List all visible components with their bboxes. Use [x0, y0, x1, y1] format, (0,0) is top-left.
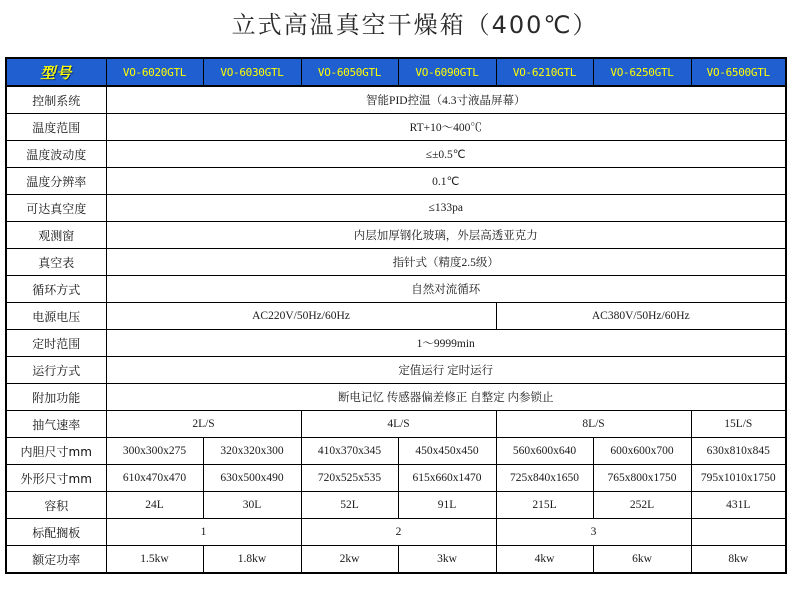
outer-size-value: 795x1010x1750 — [691, 465, 786, 492]
circulation-value: 自然对流循环 — [106, 276, 786, 303]
shelves-row — [6, 519, 786, 546]
volume-value: 431L — [691, 492, 786, 519]
outer-size-value: 630x500x490 — [203, 465, 301, 492]
inner-size-value: 600x600x700 — [593, 438, 691, 465]
row-label: 内胆尺寸mm — [6, 438, 106, 465]
observation-window-row — [6, 222, 786, 249]
additional-functions-row — [6, 384, 786, 411]
row-label: 电源电压 — [6, 303, 106, 330]
temperature-fluctuation-value: ≤±0.5℃ — [106, 141, 786, 168]
inner-size-value: 300x300x275 — [106, 438, 203, 465]
row-label: 真空表 — [6, 249, 106, 276]
control-system-row — [6, 86, 786, 114]
inner-size-value: 320x320x300 — [203, 438, 301, 465]
rated-power-value: 4kw — [496, 546, 593, 574]
row-label: 定时范围 — [6, 330, 106, 357]
rated-power-value: 6kw — [593, 546, 691, 574]
pumping-speed-value: 15L/S — [691, 411, 786, 438]
volume-value: 52L — [301, 492, 398, 519]
volume-value: 30L — [203, 492, 301, 519]
model-name: VO-6090GTL — [398, 58, 496, 86]
volume-value: 91L — [398, 492, 496, 519]
shelves-empty-cell — [691, 519, 786, 546]
pumping-speed-value: 4L/S — [301, 411, 496, 438]
row-label: 额定功率 — [6, 546, 106, 574]
rated-power-value: 8kw — [691, 546, 786, 574]
row-label: 温度波动度 — [6, 141, 106, 168]
model-name: VO-6500GTL — [691, 58, 786, 86]
row-label: 循环方式 — [6, 276, 106, 303]
model-name: VO-6020GTL — [106, 58, 203, 86]
temperature-resolution-value: 0.1℃ — [106, 168, 786, 195]
outer-size-value: 610x470x470 — [106, 465, 203, 492]
model-name: VO-6030GTL — [203, 58, 301, 86]
volume-value: 252L — [593, 492, 691, 519]
control-system-value: 智能PID控温（4.3寸液晶屏幕） — [106, 86, 786, 114]
observation-window-value: 内层加厚钢化玻璃，外层高透亚克力 — [106, 222, 786, 249]
row-label: 外形尺寸mm — [6, 465, 106, 492]
rated-power-row — [6, 546, 786, 574]
inner-size-value: 450x450x450 — [398, 438, 496, 465]
model-name: VO-6050GTL — [301, 58, 398, 86]
operation-mode-value: 定值运行 定时运行 — [106, 357, 786, 384]
outer-size-row — [6, 465, 786, 492]
power-supply-value: AC220V/50Hz/60Hz — [106, 303, 496, 330]
page-title: 立式高温真空干燥箱（400℃） — [231, 11, 599, 39]
shelves-value: 1 — [106, 519, 301, 546]
row-label: 附加功能 — [6, 384, 106, 411]
power-supply-row — [6, 303, 786, 330]
model-name: VO-6210GTL — [496, 58, 593, 86]
outer-size-value: 615x660x1470 — [398, 465, 496, 492]
timer-range-value: 1～9999min — [106, 330, 786, 357]
row-label: 控制系统 — [6, 86, 106, 114]
spec-table — [5, 57, 787, 574]
row-label: 温度分辨率 — [6, 168, 106, 195]
outer-size-value: 720x525x535 — [301, 465, 398, 492]
row-label: 标配搁板 — [6, 519, 106, 546]
temperature-range-value: RT+10～400℃ — [106, 114, 786, 141]
additional-functions-value: 断电记忆 传感器偏差修正 自整定 内参锁止 — [106, 384, 786, 411]
temperature-range-row — [6, 114, 786, 141]
vacuum-gauge-row — [6, 249, 786, 276]
volume-row — [6, 492, 786, 519]
model-name: VO-6250GTL — [593, 58, 691, 86]
circulation-row — [6, 276, 786, 303]
rated-power-value: 1.5kw — [106, 546, 203, 574]
pumping-speed-row — [6, 411, 786, 438]
inner-size-row — [6, 438, 786, 465]
pumping-speed-value: 2L/S — [106, 411, 301, 438]
row-label: 可达真空度 — [6, 195, 106, 222]
vacuum-degree-row — [6, 195, 786, 222]
volume-value: 215L — [496, 492, 593, 519]
header-row — [6, 58, 786, 86]
shelves-value: 2 — [301, 519, 496, 546]
outer-size-value: 725x840x1650 — [496, 465, 593, 492]
inner-size-value: 410x370x345 — [301, 438, 398, 465]
operation-mode-row — [6, 357, 786, 384]
outer-size-value: 765x800x1750 — [593, 465, 691, 492]
inner-size-value: 560x600x640 — [496, 438, 593, 465]
model-header-label: 型号 — [6, 58, 106, 86]
row-label: 观测窗 — [6, 222, 106, 249]
volume-value: 24L — [106, 492, 203, 519]
rated-power-value: 2kw — [301, 546, 398, 574]
power-supply-value: AC380V/50Hz/60Hz — [496, 303, 786, 330]
temperature-resolution-row — [6, 168, 786, 195]
row-label: 温度范围 — [6, 114, 106, 141]
pumping-speed-value: 8L/S — [496, 411, 691, 438]
row-label: 抽气速率 — [6, 411, 106, 438]
inner-size-value: 630x810x845 — [691, 438, 786, 465]
vacuum-degree-value: ≤133pa — [106, 195, 786, 222]
vacuum-gauge-value: 指针式（精度2.5级） — [106, 249, 786, 276]
row-label: 运行方式 — [6, 357, 106, 384]
timer-range-row — [6, 330, 786, 357]
rated-power-value: 3kw — [398, 546, 496, 574]
temperature-fluctuation-row — [6, 141, 786, 168]
shelves-value: 3 — [496, 519, 691, 546]
row-label: 容积 — [6, 492, 106, 519]
rated-power-value: 1.8kw — [203, 546, 301, 574]
